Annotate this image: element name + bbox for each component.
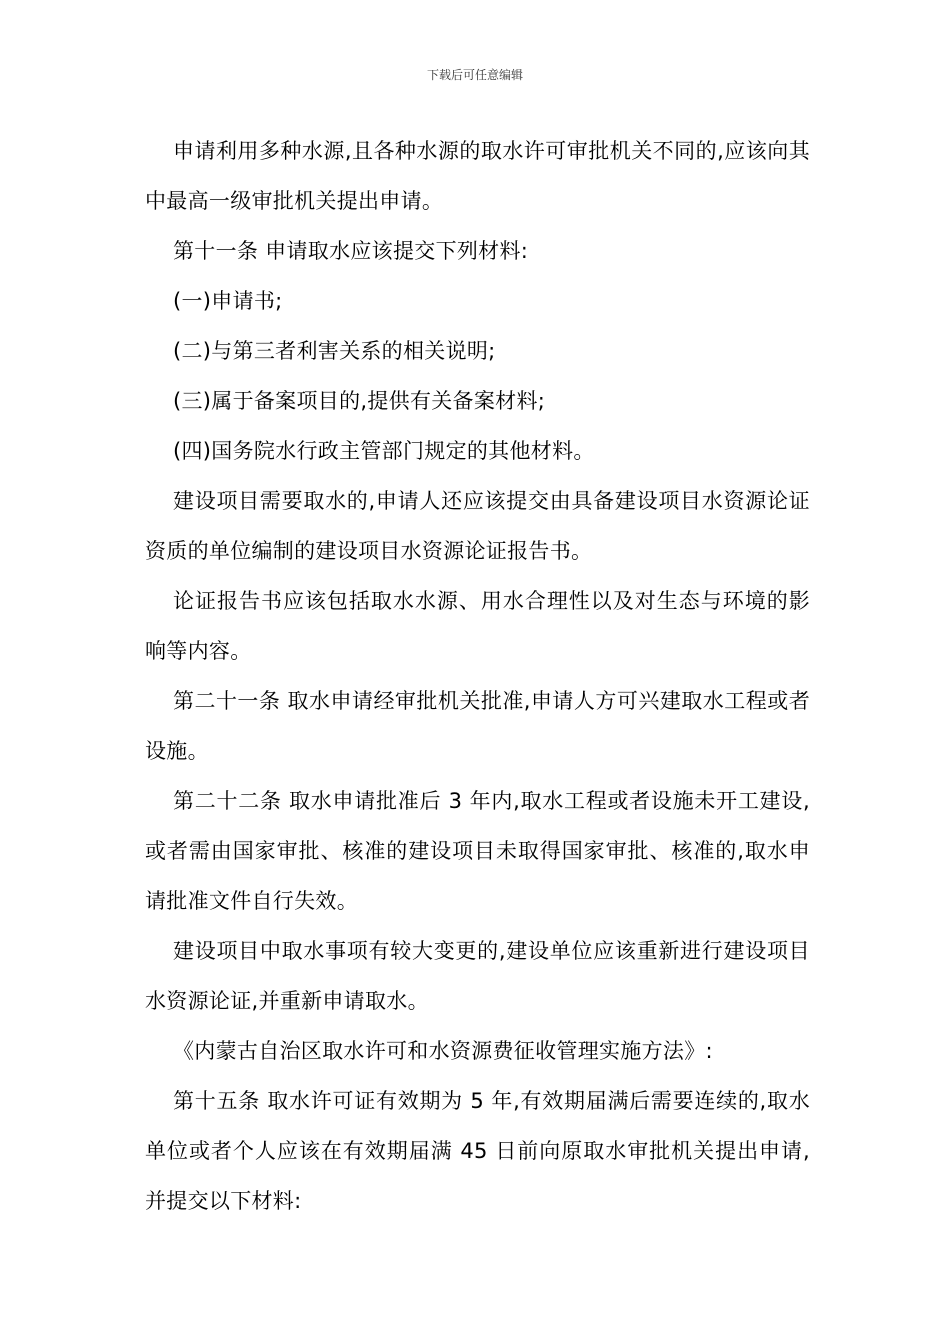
list-item-4: (四)国务院水行政主管部门规定的其他材料。 [173,439,595,463]
paragraph-article-22: 第二十二条 取水申请批准后 3 年内,取水工程或者设施未开工建设,或者需由国家审批、核准的建设项目未取得国家审批、核准的,取水申请批准文件自行失效。 [145,789,810,913]
paragraph-change: 建设项目中取水事项有较大变更的,建设单位应该重新进行建设项目水资源论证,并重新申请取水。 [145,939,810,1013]
document-body [145,126,810,1226]
paragraph-article-15: 第十五条 取水许可证有效期为 5 年,有效期届满后需要连续的,取水单位或者个人应该在有效期届满 45 日前向原取水审批机关提出申请,并提交以下材料: [145,1089,810,1213]
paragraph-regulation-title: 《内蒙古自治区取水许可和水资源费征收管理实施方法》: [173,1039,713,1063]
paragraph-construction: 建设项目需要取水的,申请人还应该提交由具备建设项目水资源论证资质的单位编制的建设项目水资源论证报告书。 [145,489,810,563]
list-item-2: (二)与第三者利害关系的相关说明; [173,339,496,363]
paragraph-report: 论证报告书应该包括取水水源、用水合理性以及对生态与环境的影响等内容。 [145,589,810,663]
paragraph-article-11: 第十一条 申请取水应该提交下列材料: [173,239,529,263]
paragraph-article-21: 第二十一条 取水申请经审批机关批准,申请人方可兴建取水工程或者设施。 [145,689,810,763]
paragraph-1: 申请利用多种水源,且各种水源的取水许可审批机关不同的,应该向其中最高一级审批机关提出申请。 [145,139,810,213]
list-item-3: (三)属于备案项目的,提供有关备案材料; [173,389,546,413]
page-header: 下载后可任意编辑 [426,68,523,82]
list-item-1: (一)申请书; [173,289,283,313]
